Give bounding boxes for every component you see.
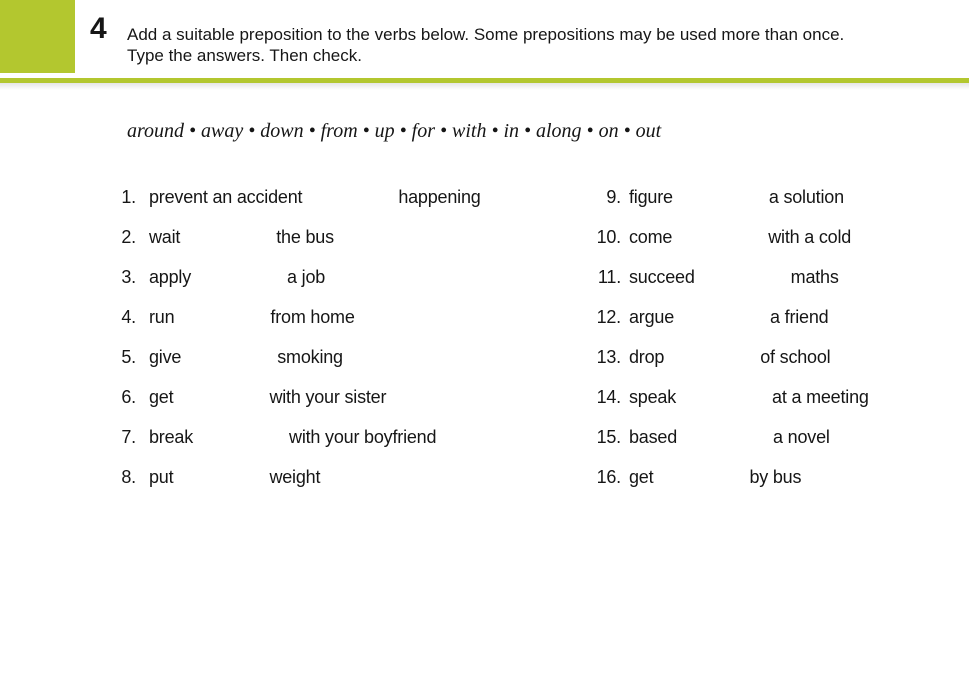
exercise-number: 4 [90,12,107,45]
item-text-before-blank: prevent an accident [149,186,303,207]
item-text-before-blank: apply [149,266,192,287]
item-text-before-blank: speak [629,386,677,407]
item-text-after-blank: weight [269,466,321,487]
item-text-after-blank: with a cold [768,226,852,247]
item-text-before-blank: based [629,426,678,447]
preposition-input[interactable] [195,424,287,450]
item-text-before-blank: get [629,466,654,487]
exercise-instructions [127,24,927,66]
item-text-after-blank: a friend [770,306,829,327]
exercise-item [581,177,869,217]
preposition-input[interactable] [176,304,268,330]
preposition-input[interactable] [175,464,267,490]
exercise-item [111,337,481,377]
preposition-input[interactable] [678,384,770,410]
item-number: 8. [121,466,136,487]
item-text-before-blank: figure [629,186,673,207]
item-number: 10. [596,226,621,247]
divider-shadow [0,83,969,90]
items-column-left [111,177,481,497]
item-text-before-blank: put [149,466,174,487]
item-number: 7. [121,426,136,447]
item-text-before-blank: run [149,306,175,327]
item-text-after-blank: happening [398,186,481,207]
word-bank: around • away • down • from • up • for • with • in • along • on • out [127,120,662,142]
preposition-input[interactable] [666,344,758,370]
item-number: 5. [121,346,136,367]
item-text-before-blank: drop [629,346,665,367]
item-text-before-blank: argue [629,306,675,327]
exercise-item [111,297,481,337]
item-number: 14. [596,386,621,407]
exercise-item [581,337,869,377]
preposition-input[interactable] [675,184,767,210]
item-text-after-blank: with your sister [269,386,387,407]
item-number: 3. [121,266,136,287]
item-text-after-blank: by bus [749,466,802,487]
preposition-input[interactable] [304,184,396,210]
item-text-after-blank: a novel [773,426,830,447]
preposition-input[interactable] [697,264,789,290]
item-text-after-blank: the bus [276,226,334,247]
item-number: 9. [606,186,621,207]
exercise-item [581,377,869,417]
green-corner-block [0,0,75,73]
exercise-item [111,177,481,217]
item-number: 12. [596,306,621,327]
item-number: 15. [596,426,621,447]
item-text-before-blank: give [149,346,182,367]
item-text-after-blank: of school [760,346,831,367]
item-text-before-blank: succeed [629,266,695,287]
item-number: 1. [121,186,136,207]
exercise-item [581,217,869,257]
item-number: 16. [596,466,621,487]
item-text-before-blank: get [149,386,174,407]
exercise-item [111,257,481,297]
item-number: 11. [597,266,621,287]
item-number: 4. [121,306,136,327]
item-text-after-blank: with your boyfriend [289,426,437,447]
instruction-line-1: Add a suitable preposition to the verbs below. Some prepositions may be used more than once. [127,25,845,44]
item-text-after-blank: maths [790,266,839,287]
item-number: 6. [121,386,136,407]
exercise-item [581,257,869,297]
item-text-after-blank: at a meeting [772,386,869,407]
item-text-after-blank: from home [270,306,355,327]
preposition-input[interactable] [183,344,275,370]
item-text-after-blank: smoking [277,346,343,367]
preposition-input[interactable] [676,304,768,330]
exercise-item [581,297,869,337]
item-number: 2. [121,226,136,247]
item-text-before-blank: wait [149,226,181,247]
preposition-input[interactable] [175,384,267,410]
exercise-item [111,417,481,457]
item-text-after-blank: a job [287,266,326,287]
item-text-before-blank: come [629,226,673,247]
exercise-item [111,217,481,257]
item-number: 13. [596,346,621,367]
instruction-line-2: Type the answers. Then check. [127,46,362,65]
exercise-item [581,417,869,457]
exercise-item [581,457,869,497]
exercise-item [111,457,481,497]
item-text-before-blank: break [149,426,194,447]
item-text-after-blank: a solution [768,186,844,207]
preposition-input[interactable] [182,224,274,250]
preposition-input[interactable] [674,224,766,250]
exercise-item [111,377,481,417]
preposition-input[interactable] [193,264,285,290]
preposition-input[interactable] [655,464,747,490]
preposition-input[interactable] [679,424,771,450]
items-column-right [581,177,869,497]
